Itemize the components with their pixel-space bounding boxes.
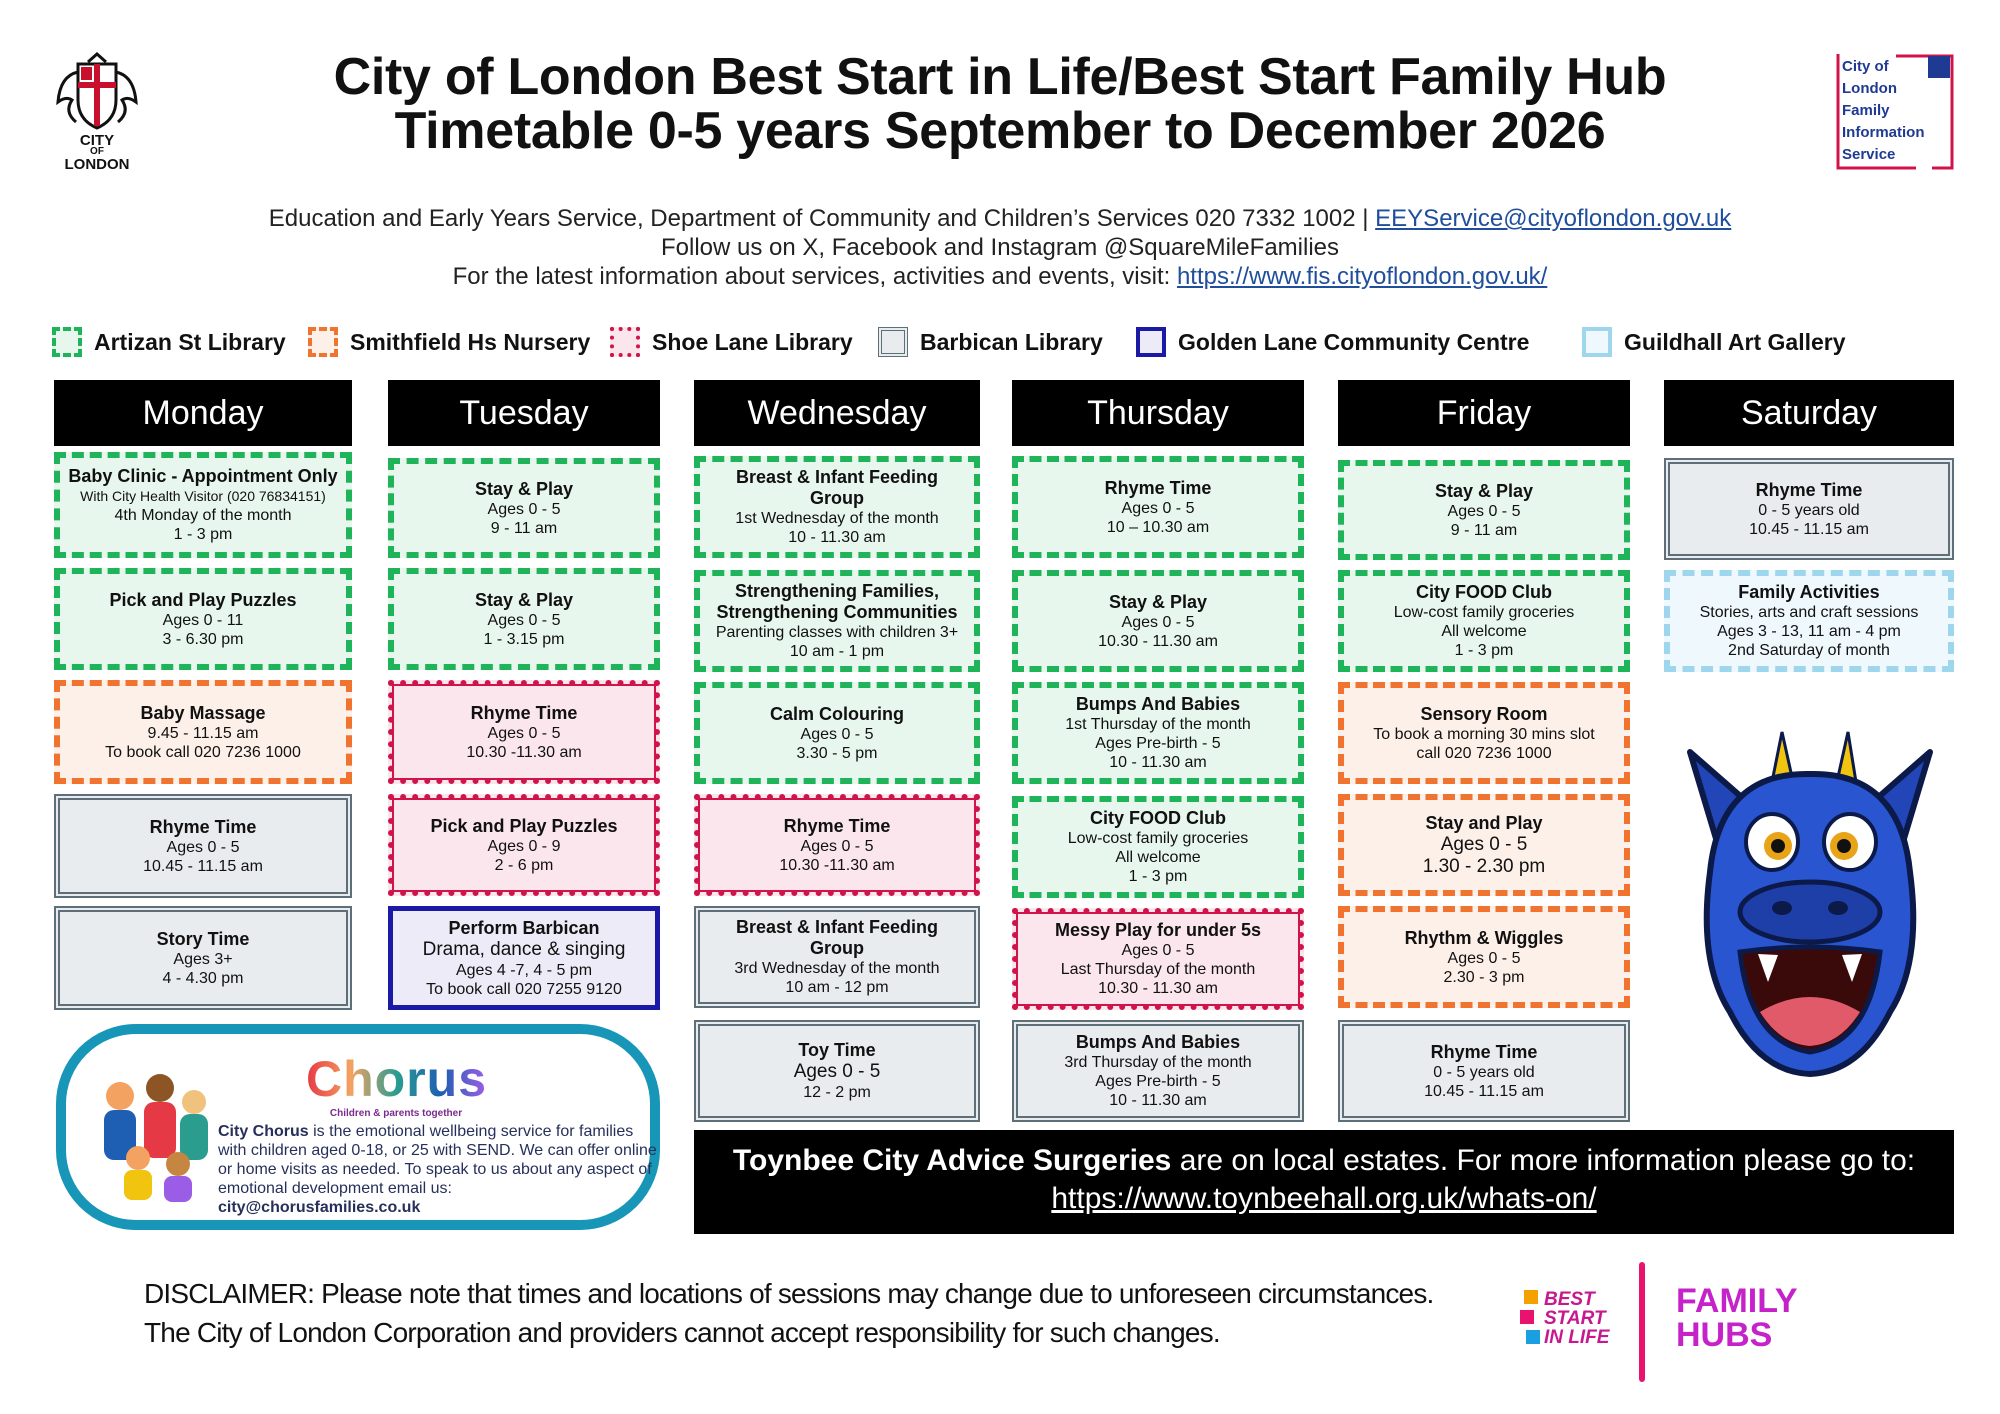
disclaimer-line: DISCLAIMER: Please note that times and locations of sessions may change due to unforeseen circumstances.	[144, 1278, 1434, 1309]
session-card[interactable]	[694, 906, 980, 1008]
session-detail: 10.45 - 11.15 am	[1424, 1082, 1544, 1100]
legend-label: Golden Lane Community Centre	[1178, 328, 1530, 355]
session-title: Pick and Play Puzzles	[109, 589, 297, 610]
best-start-in-life-logo	[1520, 1290, 1620, 1354]
chorus-panel	[56, 1024, 660, 1230]
session-title: Rhyme Time	[783, 815, 891, 836]
session-title: Stay & Play	[1108, 591, 1208, 612]
session-detail: With City Health Visitor (020 76834151)	[80, 488, 326, 504]
session-detail: To book a morning 30 mins slot	[1373, 725, 1595, 743]
session-detail: 0 - 5 years old	[1433, 1063, 1535, 1081]
session-title: Breast & Infant Feeding Group	[735, 467, 939, 508]
session-detail: Low-cost family groceries	[1067, 830, 1249, 847]
bsil-line: IN LIFE	[1544, 1327, 1610, 1348]
crest-label-london: LONDON	[64, 156, 130, 173]
session-title: Pick and Play Puzzles	[430, 815, 618, 836]
session-detail: 10.30 - 11.30 am	[1098, 980, 1218, 997]
legend-swatch-barbican	[878, 327, 908, 357]
dragon-mascot-icon	[1660, 712, 1960, 1092]
session-detail: To book call 020 7236 1000	[105, 743, 301, 761]
legend-guildhall	[1582, 322, 1846, 362]
session-title: Rhyme Time	[470, 702, 578, 723]
session-card[interactable]	[1338, 460, 1630, 560]
session-detail: 10.30 -11.30 am	[779, 856, 895, 874]
session-title: Family Activities	[1738, 582, 1880, 602]
session-detail: Drama, dance & singing	[422, 938, 626, 960]
session-detail: Stories, arts and craft sessions	[1699, 604, 1919, 621]
chorus-tagline: Children & parents together	[329, 1108, 463, 1119]
session-detail: 10.45 - 11.15 am	[1749, 520, 1869, 538]
footer-divider	[1639, 1262, 1645, 1382]
session-title: Toy Time	[798, 1040, 876, 1060]
session-card[interactable]	[388, 568, 660, 670]
session-title: Breast & Infant Feeding Group	[735, 917, 939, 958]
session-card[interactable]	[1012, 1020, 1304, 1122]
fis-logo	[1836, 52, 1954, 170]
session-detail: Ages 0 - 5	[1121, 942, 1195, 959]
session-detail: 12 - 2 pm	[803, 1084, 871, 1101]
session-card[interactable]	[388, 458, 660, 558]
legend-label: Shoe Lane Library	[652, 328, 853, 355]
crest-label-city: CITY	[79, 132, 115, 149]
bsil-line: BEST	[1544, 1289, 1595, 1310]
day-header-monday: Monday	[54, 380, 352, 446]
legend-swatch-golden-lane	[1136, 327, 1166, 357]
session-detail: 3rd Wednesday of the month	[734, 960, 940, 977]
contact-info	[100, 204, 1900, 291]
session-detail: 10 am - 1 pm	[789, 643, 885, 660]
session-title: Stay & Play	[474, 478, 574, 499]
family-hubs-line: HUBS	[1676, 1316, 1773, 1354]
session-card[interactable]	[54, 906, 352, 1010]
session-card[interactable]	[694, 682, 980, 784]
fis-logo-line: London	[1842, 80, 1897, 97]
legend-artizan	[52, 322, 286, 362]
session-detail: 1.30 - 2.30 pm	[1422, 855, 1546, 877]
session-detail: Ages 4 -7, 4 - 5 pm	[455, 961, 593, 979]
legend-swatch-smithfield	[308, 327, 338, 357]
session-detail: All welcome	[1441, 623, 1527, 640]
session-detail: 1st Thursday of the month	[1065, 716, 1251, 733]
session-title: Bumps And Babies	[1075, 1032, 1241, 1052]
legend-label: Smithfield Hs Nursery	[350, 328, 591, 355]
session-title: Story Time	[156, 928, 250, 949]
session-card[interactable]	[1664, 458, 1954, 560]
legend-label: Barbican Library	[920, 328, 1103, 355]
session-detail: 4 - 4.30 pm	[162, 969, 244, 987]
venue-legend	[52, 322, 1952, 362]
contact-website-text: For the latest information about services, activities and events, visit:	[452, 263, 1177, 290]
session-card[interactable]	[694, 570, 980, 672]
family-hubs-line: FAMILY	[1676, 1282, 1798, 1320]
session-card[interactable]	[1338, 906, 1630, 1008]
session-card[interactable]	[694, 456, 980, 558]
session-detail: Ages 0 - 5	[487, 611, 561, 629]
session-title: Strengthening Families, Strengthening Communities	[716, 581, 958, 622]
session-title: Bumps And Babies	[1075, 694, 1241, 714]
disclaimer-line: The City of London Corporation and providers cannot accept responsibility for such changes.	[144, 1317, 1220, 1348]
session-detail: 10 - 11.30 am	[1109, 1092, 1207, 1109]
legend-label: Guildhall Art Gallery	[1624, 328, 1846, 355]
session-title: Rhyme Time	[1430, 1041, 1538, 1062]
session-detail: 0 - 5 years old	[1758, 501, 1860, 519]
chorus-name: City Chorus	[218, 1123, 309, 1140]
contact-email-link[interactable]: EEYService@cityoflondon.gov.uk	[1375, 205, 1732, 232]
chorus-body: is the emotional wellbeing service for families with children aged 0-18, or 25 with SEND. We can offer online or home visits as needed. To speak to us about any aspect of emotional development email us:	[218, 1123, 657, 1197]
session-card[interactable]	[1338, 794, 1630, 896]
day-header-saturday: Saturday	[1664, 380, 1954, 446]
session-detail: Ages 3 - 13, 11 am - 4 pm	[1717, 623, 1901, 640]
legend-swatch-shoe-lane	[610, 327, 640, 357]
legend-barbican	[878, 322, 1103, 362]
contact-social-text: Follow us on X, Facebook and Instagram @SquareMileFamilies	[661, 234, 1339, 261]
family-hubs-logo	[1676, 1284, 1816, 1352]
session-title: Perform Barbican	[448, 917, 600, 938]
session-title: Stay and Play	[1425, 812, 1543, 833]
session-detail: 10 - 11.30 am	[788, 529, 886, 546]
session-detail: Ages 0 - 5	[1121, 499, 1195, 517]
session-card[interactable]	[388, 906, 660, 1010]
session-title: Baby Clinic - Appointment Only	[68, 466, 338, 486]
legend-smithfield	[308, 322, 590, 362]
session-detail: Last Thursday of the month	[1060, 961, 1256, 978]
session-card[interactable]	[54, 568, 352, 670]
session-card[interactable]	[388, 680, 660, 784]
fis-logo-line: Family	[1842, 102, 1890, 119]
session-card[interactable]	[54, 794, 352, 898]
session-detail: 1 - 3.15 pm	[483, 630, 565, 648]
session-title: Stay & Play	[474, 589, 574, 610]
contact-website-link[interactable]: https://www.fis.cityoflondon.gov.uk/	[1176, 263, 1548, 290]
session-detail: 3 - 6.30 pm	[162, 630, 244, 648]
session-detail: 1 - 3 pm	[1454, 642, 1514, 659]
session-card[interactable]	[1338, 1020, 1630, 1122]
session-card[interactable]	[1012, 796, 1304, 898]
session-detail: 1 - 3 pm	[173, 526, 233, 543]
contact-service-text: Education and Early Years Service, Department of Community and Children’s Services 020 7332 1002 |	[268, 205, 1376, 232]
session-detail: To book call 020 7255 9120	[426, 980, 622, 998]
session-detail: 3rd Thursday of the month	[1064, 1054, 1252, 1071]
session-detail: 10.45 - 11.15 am	[143, 857, 263, 875]
session-title: Rhythm & Wiggles	[1404, 927, 1564, 948]
session-detail: call 020 7236 1000	[1416, 744, 1552, 762]
chorus-family-illustration-icon	[88, 1066, 216, 1206]
session-detail: Ages 0 - 5	[800, 725, 874, 743]
session-detail: 9.45 - 11.15 am	[147, 724, 259, 742]
session-detail: 1 - 3 pm	[1128, 868, 1188, 885]
day-header-tuesday: Tuesday	[388, 380, 660, 446]
session-card[interactable]	[1664, 570, 1954, 672]
session-detail: 2 - 6 pm	[494, 856, 554, 874]
session-detail: 10.30 - 11.30 am	[1098, 632, 1218, 650]
session-card[interactable]	[1012, 682, 1304, 784]
session-detail: Ages 0 - 5	[1121, 613, 1195, 631]
toynbee-banner	[694, 1130, 1954, 1234]
session-detail: Ages 3+	[173, 950, 233, 968]
session-detail: All welcome	[1115, 849, 1201, 866]
session-detail: Ages 0 - 5	[487, 500, 561, 518]
session-title: Rhyme Time	[1755, 479, 1863, 500]
session-title: Rhyme Time	[149, 816, 257, 837]
legend-swatch-guildhall	[1582, 327, 1612, 357]
day-header-wednesday: Wednesday	[694, 380, 980, 446]
session-detail: 10.30 -11.30 am	[466, 743, 582, 761]
session-card[interactable]	[54, 680, 352, 784]
session-title: Stay & Play	[1434, 480, 1534, 501]
crest-label-of: OF	[90, 146, 104, 157]
session-detail: Ages 0 - 5	[793, 1061, 881, 1082]
page-title-line1: City of London Best Start in Life/Best Start Family Hub	[333, 48, 1667, 106]
fis-logo-line: Service	[1842, 146, 1896, 163]
fis-logo-line: Information	[1842, 124, 1925, 141]
session-card[interactable]	[388, 794, 660, 896]
session-detail: 1st Wednesday of the month	[735, 510, 939, 527]
toynbee-link[interactable]: https://www.toynbeehall.org.uk/whats-on/	[1051, 1182, 1597, 1215]
session-detail: Ages 0 - 5	[1440, 833, 1528, 855]
session-title: City FOOD Club	[1416, 582, 1552, 602]
session-card[interactable]	[1012, 908, 1304, 1010]
session-detail: Low-cost family groceries	[1393, 604, 1575, 621]
session-detail: 2.30 - 3 pm	[1443, 968, 1525, 986]
session-detail: 9 - 11 am	[1450, 521, 1518, 539]
session-detail: Ages 0 - 5	[487, 724, 561, 742]
bsil-line: START	[1544, 1308, 1606, 1329]
city-of-london-crest-icon	[48, 52, 146, 172]
legend-label: Artizan St Library	[94, 328, 286, 355]
toynbee-title: Toynbee City Advice Surgeries	[732, 1144, 1172, 1177]
session-detail: 10 am - 12 pm	[785, 979, 889, 996]
session-detail: Ages Pre-birth - 5	[1095, 735, 1221, 752]
toynbee-text: are on local estates. For more information please go to:	[1171, 1144, 1916, 1177]
session-card[interactable]	[1338, 570, 1630, 672]
session-title: Baby Massage	[140, 702, 266, 723]
session-detail: 3.30 - 5 pm	[796, 744, 878, 762]
chorus-email-link[interactable]: city@chorusfamilies.co.uk	[218, 1199, 421, 1216]
session-detail: Ages Pre-birth - 5	[1095, 1073, 1221, 1090]
day-header-thursday: Thursday	[1012, 380, 1304, 446]
session-title: Messy Play for under 5s	[1054, 920, 1262, 940]
session-detail: Parenting classes with children 3+	[715, 624, 959, 641]
session-detail: Ages 0 - 9	[487, 837, 561, 855]
chorus-description	[218, 1122, 658, 1217]
page-title	[220, 50, 1780, 158]
session-card[interactable]	[694, 794, 980, 896]
session-detail: 10 - 11.30 am	[1109, 754, 1207, 771]
session-detail: 2nd Saturday of month	[1728, 642, 1890, 659]
session-card[interactable]	[1012, 570, 1304, 672]
fis-logo-line: City of	[1842, 58, 1889, 75]
session-detail: Ages 0 - 11	[162, 611, 244, 629]
session-title: Sensory Room	[1420, 703, 1548, 724]
day-header-friday: Friday	[1338, 380, 1630, 446]
legend-golden-lane	[1136, 322, 1529, 362]
disclaimer	[144, 1274, 1544, 1352]
legend-swatch-artizan	[52, 327, 82, 357]
session-card[interactable]	[1338, 682, 1630, 784]
session-card[interactable]	[1012, 456, 1304, 558]
session-detail: Ages 0 - 5	[1447, 949, 1521, 967]
session-title: Rhyme Time	[1104, 477, 1212, 498]
legend-shoe-lane	[610, 322, 853, 362]
session-detail: Ages 0 - 5	[166, 838, 240, 856]
session-detail: 10 – 10.30 am	[1106, 518, 1210, 536]
session-title: City FOOD Club	[1090, 808, 1226, 828]
session-detail: Ages 0 - 5	[1447, 502, 1521, 520]
session-detail: Ages 0 - 5	[800, 837, 874, 855]
session-card[interactable]	[694, 1020, 980, 1122]
session-detail: 9 - 11 am	[490, 519, 558, 537]
page-title-line2: Timetable 0-5 years September to December 2026	[394, 102, 1606, 160]
session-detail: 4th Monday of the month	[114, 507, 292, 524]
chorus-logo: Chorus	[306, 1051, 487, 1107]
session-card[interactable]	[54, 452, 352, 558]
session-title: Calm Colouring	[770, 703, 904, 724]
